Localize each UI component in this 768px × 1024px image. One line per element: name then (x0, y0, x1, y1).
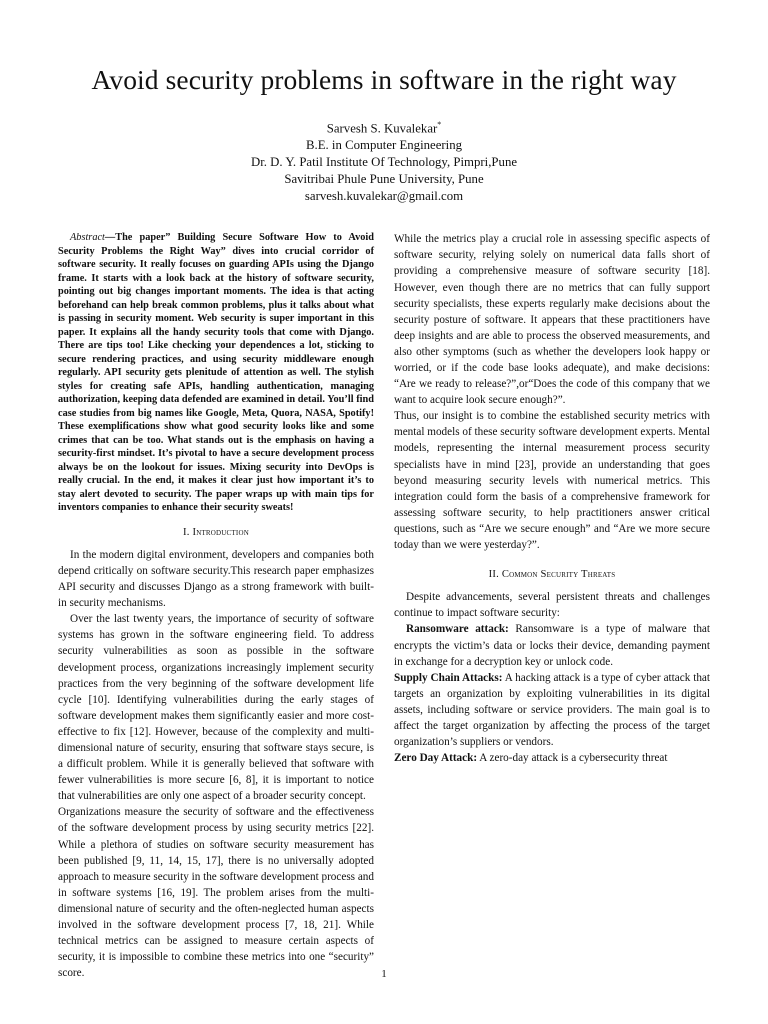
intro-paragraph: Organizations measure the security of software and the effectiveness of the software development process by using security metrics [22]. While a plethora of studies on software security measurement has been published [9, 11, 14, 15, 17], there is no universally adopted approach to measure security in the software development process and in software systems [16, 19]. The problem arises from the multi-dimensional nature of security and the often-neglected human aspects involved in the software development process [7, 18, 21]. While technical metrics can be assigned to measure certain aspects of security, it is impossible to combine these metrics into one “security” score. (58, 806, 374, 980)
paper-title: Avoid security problems in software in the right way (91, 64, 677, 95)
author-block (58, 116, 710, 205)
abstract-label: Abstract (70, 232, 105, 244)
two-column-body (58, 231, 710, 981)
author-name: Sarvesh S. Kuvalekar* (326, 120, 442, 136)
author-footnote-mark: * (437, 120, 442, 129)
right-column (394, 231, 710, 981)
author-degree: B.E. in Computer Engineering (305, 138, 463, 153)
intro-paragraph: Thus, our insight is to combine the established security metrics with mental models of these security software development experts. Mental models, representing the internal measurement process security specialists have in mind [23], provide an understanding that goes beyond measuring security levels with numerical metrics. This integration could form the basis of a comprehensive framework for assessing software security, to help practitioners answer critical questions, such as “Are we secure enough” and “Are we more secure today than we were yesterday?”. (394, 410, 710, 552)
author-institute: Dr. D. Y. Patil Institute Of Technology, Pimpri,Pune (250, 155, 518, 170)
author-university: Savitribai Phule Pune University, Pune (284, 172, 484, 187)
left-column (58, 231, 374, 981)
author-email: sarvesh.kuvalekar@gmail.com (304, 189, 464, 204)
intro-paragraph: While the metrics play a crucial role in assessing specific aspects of software security, relying solely on numerical data falls short of providing a comprehensive measure of software security [18]. However, even though there are no metrics that can fully support security specialists, these experts regularly make decisions about the security posture of software. It appears that these practitioners have deep insights and are able to process the observed measurements, and also other symptoms (such as whether the developers look happy or worried, or if the code base looks adequate), and make decisions: “Are we ready to release?”,or“Does the code of this company that we want to acquire look secure enough?”. (394, 233, 710, 407)
page-number: 1 (381, 968, 387, 980)
section-heading-threats: II. Common Security Threats (488, 569, 616, 581)
abstract-text: —The paper” Building Secure Software How to Avoid Security Problems the Right Way” dives into crucial corridor of software security. It really focuses on guarding APIs using the Django frame. It starts with a look back at the history of software security, pointing out big changes important moments. The idea is that acting beforehand can help break common problems, plus it talks about what is passing in security moment. Web security is super important in this paper. It explains all the handy security tools that come with Django. There are tips too! Like checking your dependences a lot, sticking to secure rendering practices, and using security middleware enough regularly. API security gets plenitude of attention as well. The stylish styles for creating safe APIs, handling authentication, managing authorization, keeping data defended are examined in detail. You’ll find case studies from big names like Google, Meta, Quora, NASA, Spotify! These exemplifications show what good security looks like and some crimes that can be too. What stands out is the emphasis on having a security-first mindset. It’s pivotal to have a secure development process always be on the lookout for issues. Mixing security into DevOps is really crucial. In the end, it makes it clear just how important it’s to stay alert devoted to security. The paper wraps up with main tips for inventors companies to enhance their security sweats! (58, 232, 374, 514)
threat-item: Ransomware attack: Ransomware is a type of malware that encrypts the victim’s data or locks their device, demanding payment in exchange for a decryption key or unlock code. (394, 623, 710, 668)
threat-item: Zero Day Attack: A zero-day attack is a cybersecurity threat (394, 752, 668, 765)
abstract (58, 231, 374, 515)
section-heading-introduction: I. Introduction (183, 526, 249, 538)
threat-item: Supply Chain Attacks: A hacking attack is a type of cyber attack that targets an organization by exploiting vulnerabilities in its digital assets, including software or service providers. The main goal is to affect the target organization by affecting the process of the target organization’s suppliers or vendors. (394, 671, 710, 749)
intro-paragraph: In the modern digital environment, developers and companies both depend critically on software security.This research paper emphasizes API security and discusses Django as a strong framework with built-in security mechanisms. (58, 548, 374, 610)
intro-paragraph: Over the last twenty years, the importance of security of software systems has grown in the software engineering field. To address security vulnerabilities as soon as possible in the software development process, organizations increasingly implement security practices from the very beginning of the software development life cycle [10]. Identifying vulnerabilities during the early stages of software development makes them significantly easier and more cost-effective to fix [12]. However, because of the complexity and multi-dimensional nature of security, ensuring that software stays secure, is a difficult problem. While it is generally believed that software with fewer vulnerabilities is more secure [6, 8], it is important to notice that vulnerabilities are only one aspect of a broader security concept. (58, 613, 374, 803)
threats-intro: Despite advancements, several persistent threats and challenges continue to impact software security: (394, 591, 710, 620)
